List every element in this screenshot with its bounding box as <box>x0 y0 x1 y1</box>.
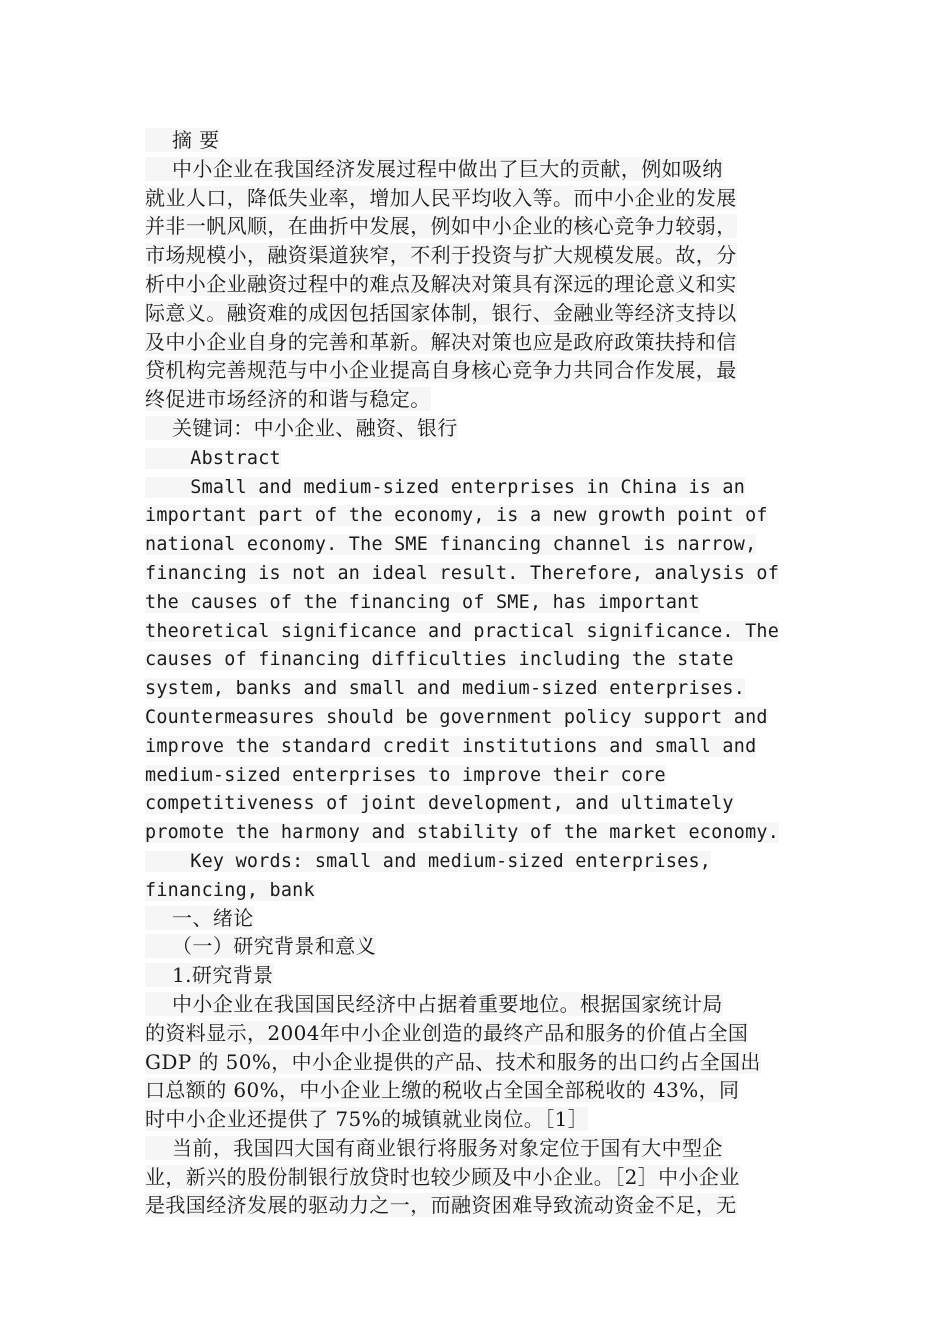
chinese-text: 并非一帆风顺，在曲折中发展，例如中小企业的核心竞争力较弱， <box>145 214 737 239</box>
text-line <box>145 500 810 529</box>
english-text: improve the standard credit institutions and small and <box>145 735 757 757</box>
chinese-text: 市场规模小，融资渠道狭窄，不利于投资与扩大规模发展。故，分 <box>145 243 737 268</box>
text-line <box>145 1105 810 1134</box>
chinese-text: 是我国经济发展的驱动力之一，而融资困难导致流动资金不足，无 <box>145 1193 737 1218</box>
chinese-text: 业，新兴的股份制银行放贷时也较少顾及中小企业。［2］中小企业 <box>145 1164 740 1189</box>
text-line <box>145 990 810 1019</box>
text-line <box>145 731 810 760</box>
english-text: medium-sized enterprises to improve their core <box>145 764 666 786</box>
chinese-text: 一、绪论 <box>145 905 254 930</box>
chinese-text: 际意义。融资难的成因包括国家体制，银行、金融业等经济支持以 <box>145 300 737 325</box>
text-line <box>145 702 810 731</box>
text-line <box>145 1076 810 1105</box>
chinese-text: 贷机构完善规范与中小企业提高自身核心竞争力共同合作发展，最 <box>145 358 737 383</box>
text-line <box>145 529 810 558</box>
text-line <box>145 1191 810 1220</box>
document-body <box>145 126 810 1220</box>
text-line <box>145 616 810 645</box>
text-line <box>145 212 810 241</box>
chinese-text: 析中小企业融资过程中的难点及解决对策具有深远的理论意义和实 <box>145 271 737 296</box>
english-text: Abstract <box>145 447 281 469</box>
english-text: system, banks and small and medium-sized enterprises. <box>145 678 746 700</box>
english-text: important part of the economy, is a new growth point of <box>145 505 768 527</box>
chinese-text: 就业人口，降低失业率，增加人民平均收入等。而中小企业的发展 <box>145 185 737 210</box>
english-text: Small and medium-sized enterprises in China is an <box>145 476 746 498</box>
english-text: financing, bank <box>145 879 315 901</box>
english-text: competitiveness of joint development, and ultimately <box>145 793 734 815</box>
chinese-text: 及中小企业自身的完善和革新。解决对策也应是政府政策扶持和信 <box>145 329 737 354</box>
text-line <box>145 241 810 270</box>
chinese-text: 当前，我国四大国有商业银行将服务对象定位于国有大中型企 <box>145 1135 723 1160</box>
text-line <box>145 126 810 155</box>
chinese-text: GDP 的 50%，中小企业提供的产品、技术和服务的出口约占全国出 <box>145 1049 761 1074</box>
text-line <box>145 788 810 817</box>
text-line <box>145 184 810 213</box>
text-line <box>145 932 810 961</box>
text-line <box>145 1134 810 1163</box>
english-text: national economy. The SME financing channel is narrow, <box>145 534 757 556</box>
text-line <box>145 644 810 673</box>
chinese-text: 中小企业在我国经济发展过程中做出了巨大的贡献，例如吸纳 <box>145 156 723 181</box>
text-line <box>145 472 810 501</box>
english-text: financing is not an ideal result. Therefore, analysis of <box>145 562 780 584</box>
chinese-text: （一）研究背景和意义 <box>145 934 377 959</box>
text-line <box>145 414 810 443</box>
english-text: the causes of the financing of SME, has important <box>145 591 700 613</box>
text-line <box>145 558 810 587</box>
text-line <box>145 385 810 414</box>
chinese-text: 时中小企业还提供了 75%的城镇就业岗位。［1］ <box>145 1107 589 1132</box>
text-line <box>145 328 810 357</box>
text-line <box>145 356 810 385</box>
text-line <box>145 817 810 846</box>
english-text: Countermeasures should be government policy support and <box>145 706 768 728</box>
english-text: promote the harmony and stability of the market economy. <box>145 822 780 844</box>
text-line <box>145 1163 810 1192</box>
text-line <box>145 904 810 933</box>
text-line <box>145 155 810 184</box>
text-line <box>145 1019 810 1048</box>
text-line <box>145 443 810 472</box>
text-line <box>145 673 810 702</box>
text-line <box>145 587 810 616</box>
text-line <box>145 760 810 789</box>
chinese-text: 口总额的 60%，中小企业上缴的税收占全国全部税收的 43%，同 <box>145 1078 740 1103</box>
english-text: Key words: small and medium-sized enterprises, <box>145 850 712 872</box>
text-line <box>145 299 810 328</box>
text-line <box>145 875 810 904</box>
text-line <box>145 1048 810 1077</box>
chinese-text: 中小企业在我国国民经济中占据着重要地位。根据国家统计局 <box>145 991 723 1016</box>
chinese-text: 摘 要 <box>145 128 220 152</box>
chinese-text: 终促进市场经济的和谐与稳定。 <box>145 387 431 412</box>
chinese-text: 的资料显示，2004年中小企业创造的最终产品和服务的价值占全国 <box>145 1020 749 1045</box>
english-text: theoretical significance and practical significance. The <box>145 620 780 642</box>
chinese-text: 1.研究背景 <box>145 963 274 988</box>
text-line <box>145 846 810 875</box>
text-line <box>145 961 810 990</box>
text-line <box>145 270 810 299</box>
chinese-text: 关键词：中小企业、融资、银行 <box>145 415 458 440</box>
english-text: causes of financing difficulties including the state <box>145 649 734 671</box>
